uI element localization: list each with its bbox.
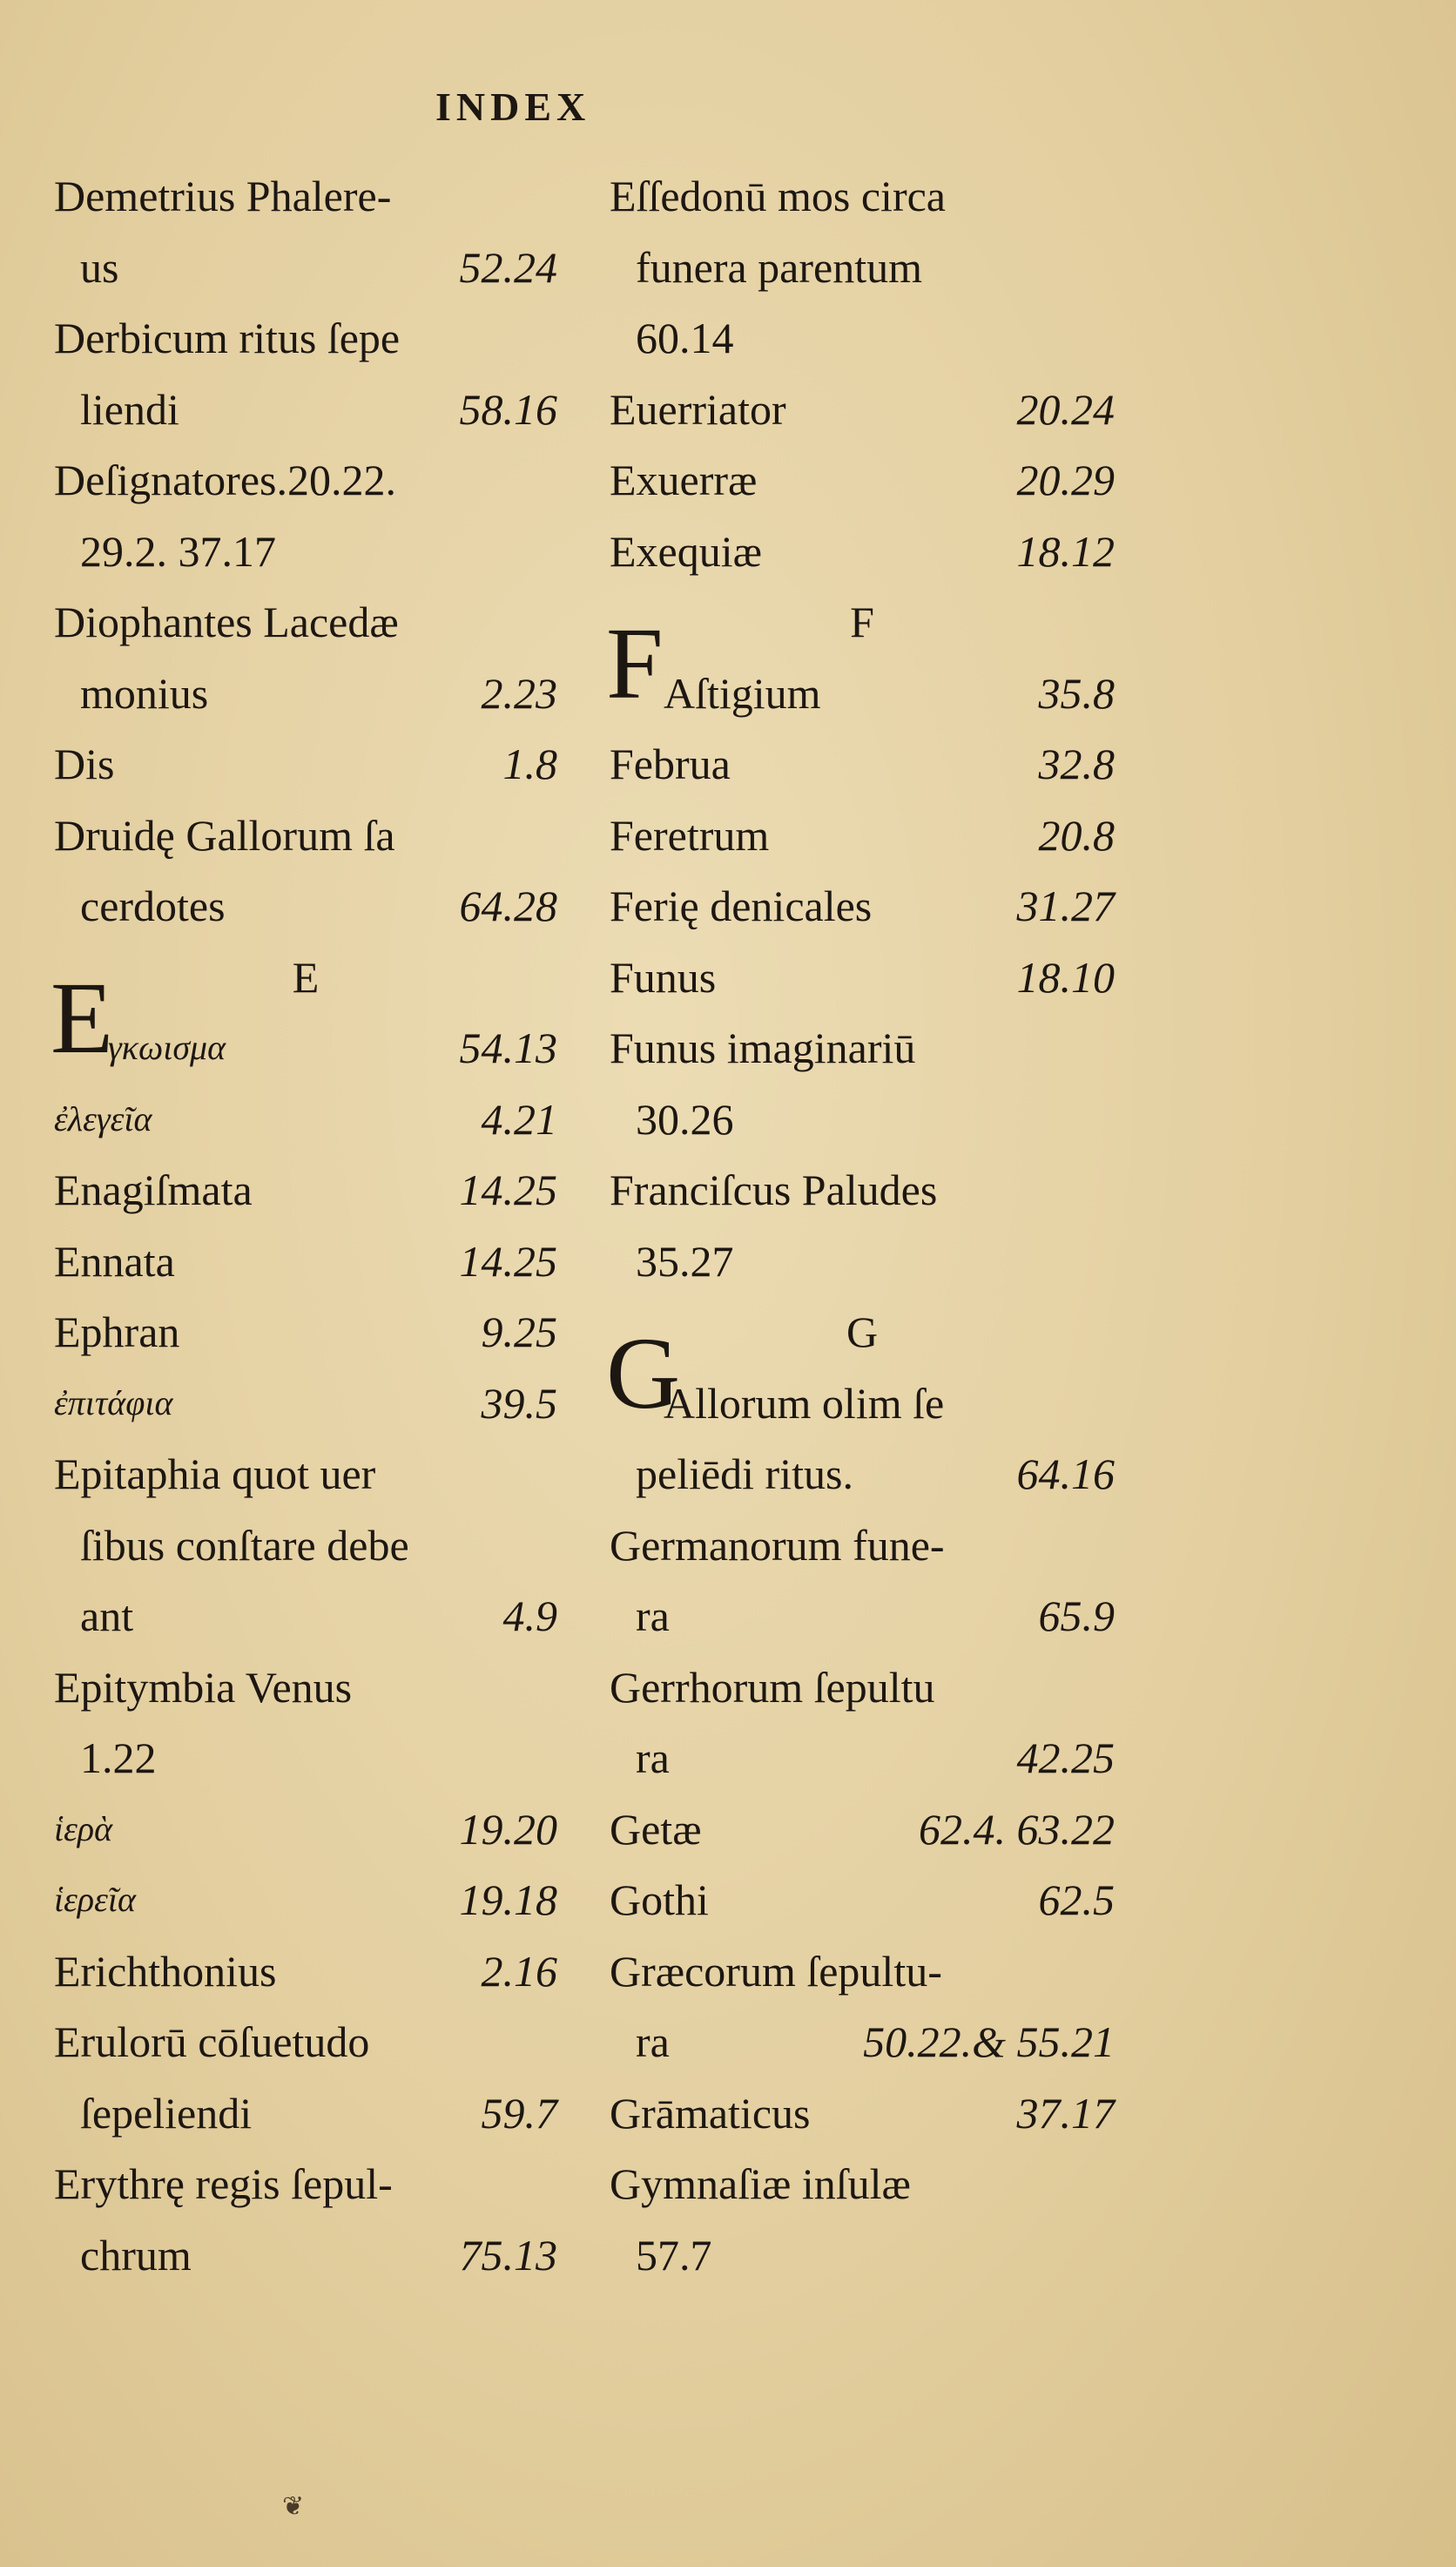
- index-entry: [54, 2083, 557, 2144]
- entry-page-ref: 50.22.& 55.21: [863, 2017, 1115, 2066]
- entry-term: Deſignatores.20.22.: [54, 456, 396, 504]
- index-entry: [610, 2011, 1115, 2072]
- index-entry: [54, 2225, 557, 2286]
- entry-term: Getæ: [610, 1804, 702, 1854]
- entry-term: monius: [80, 668, 209, 718]
- entry-page-ref: 37.17: [1016, 2088, 1115, 2138]
- index-entry: [54, 1657, 557, 1718]
- entry-term: 30.26: [636, 1094, 734, 1144]
- index-entry: [610, 1941, 1115, 2002]
- index-entry: [610, 1017, 1115, 1078]
- page-header: INDEX: [435, 84, 591, 129]
- entry-term: Druidę Gallorum ſa: [54, 810, 395, 860]
- index-entry: [610, 379, 1115, 440]
- entry-page-ref: 64.28: [459, 882, 557, 930]
- entry-page-ref: 2.23: [481, 668, 557, 718]
- entry-term: Epitymbia Venus: [54, 1662, 353, 1712]
- index-entry: [610, 1231, 1115, 1292]
- entry-term: ſibus conſtare debe: [80, 1520, 409, 1570]
- entry-term: Erichthonius: [54, 1946, 277, 1996]
- entry-term: ἐλεγεῖα: [54, 1098, 152, 1138]
- entry-term: Demetrius Phalere-: [54, 172, 392, 220]
- index-entry: [54, 591, 557, 652]
- index-entry: [54, 805, 557, 866]
- entry-term: Exequiæ: [610, 526, 762, 576]
- entry-term: ἱερὰ: [54, 1808, 113, 1848]
- entry-page-ref: 2.16: [481, 1946, 557, 1996]
- entry-term: Epitaphia quot uer: [54, 1449, 376, 1498]
- entry-term: us: [80, 242, 119, 292]
- entry-term: ra: [636, 1591, 670, 1640]
- entry-page-ref: 4.21: [481, 1094, 557, 1144]
- entry-page-ref: 75.13: [459, 2230, 557, 2280]
- entry-term: Enagiſmata: [54, 1165, 253, 1214]
- section-letter: E: [292, 952, 320, 1002]
- entry-term: Germanorum fune-: [610, 1520, 945, 1570]
- index-entry: [610, 1515, 1115, 1576]
- index-entry: [610, 449, 1115, 510]
- index-entry: [54, 1443, 557, 1504]
- entry-term: γκωισμα: [108, 1028, 226, 1067]
- index-entry: [610, 1657, 1115, 1718]
- index-entry: [54, 663, 557, 724]
- index-entry: [610, 2225, 1115, 2286]
- index-entry: [610, 521, 1115, 582]
- entry-term: ſepeliendi: [80, 2088, 253, 2138]
- entry-page-ref: 59.7: [481, 2088, 557, 2138]
- entry-term: Gerrhorum ſepultu: [610, 1662, 935, 1712]
- entry-term: 1.22: [80, 1733, 157, 1782]
- entry-term: 60.14: [636, 314, 734, 362]
- index-entry: [610, 166, 1115, 226]
- entry-term: ra: [636, 2017, 670, 2066]
- initial-letter: G: [606, 1315, 681, 1430]
- entry-term: 57.7: [636, 2230, 712, 2280]
- entry-term: Grāmaticus: [610, 2088, 811, 2138]
- index-entry: [51, 961, 557, 1078]
- entry-term: Dis: [54, 740, 115, 788]
- entry-term: Erythrę regis ſepul-: [54, 2159, 393, 2208]
- entry-term: Funus: [610, 952, 717, 1002]
- entry-term: Gothi: [610, 1875, 709, 1924]
- entry-term: Franciſcus Paludes: [610, 1165, 938, 1214]
- entry-page-ref: 42.25: [1016, 1733, 1115, 1782]
- entry-page-ref: 14.25: [459, 1236, 557, 1286]
- entry-page-ref: 1.8: [502, 740, 557, 788]
- entry-term: Gymnaſiæ inſulæ: [610, 2159, 911, 2208]
- ornament-mark: ❦: [282, 2491, 305, 2522]
- entry-term: ant: [80, 1591, 134, 1640]
- index-entry: [610, 307, 1115, 368]
- index-entry: [54, 1585, 557, 1646]
- section-letter: G: [846, 1307, 879, 1356]
- index-entry: [610, 733, 1115, 794]
- initial-letter: F: [606, 605, 664, 720]
- entry-term: Feretrum: [610, 810, 770, 860]
- entry-page-ref: 62.4. 63.22: [919, 1804, 1115, 1854]
- entry-term: Ephran: [54, 1307, 180, 1356]
- entry-term: ἐπιτάφια: [54, 1382, 173, 1422]
- entry-term: cerdotes: [80, 882, 226, 930]
- index-entry: [610, 2153, 1115, 2214]
- entry-page-ref: 19.20: [459, 1804, 557, 1854]
- index-entry: [610, 1159, 1115, 1220]
- index-entry: [610, 1727, 1115, 1788]
- index-entry: [610, 1089, 1115, 1150]
- entry-page-ref: 65.9: [1038, 1591, 1115, 1640]
- index-entry: [54, 1515, 557, 1576]
- index-entry: [54, 2153, 557, 2214]
- index-entry: [610, 237, 1115, 298]
- entry-page-ref: 52.24: [459, 242, 557, 292]
- entry-page-ref: 31.27: [1016, 882, 1115, 930]
- entry-term: peliēdi ritus.: [636, 1449, 853, 1498]
- index-entry: [606, 605, 1115, 724]
- index-entry: [610, 947, 1115, 1008]
- entry-page-ref: 20.24: [1016, 384, 1115, 434]
- entry-page-ref: 20.8: [1038, 810, 1115, 860]
- index-entry: [54, 1301, 557, 1362]
- index-entry: [54, 307, 557, 368]
- entry-page-ref: 4.9: [502, 1591, 557, 1640]
- index-entry: [54, 1231, 557, 1292]
- entry-page-ref: 39.5: [481, 1378, 557, 1428]
- index-entry: [54, 379, 557, 440]
- entry-page-ref: 32.8: [1038, 740, 1115, 788]
- index-entry: [610, 1585, 1115, 1646]
- index-entry: [54, 2011, 557, 2072]
- entry-term: funera parentum: [636, 242, 923, 292]
- entry-term: Funus imaginariū: [610, 1023, 916, 1072]
- entry-page-ref: 54.13: [459, 1023, 557, 1072]
- index-entry: [54, 1159, 557, 1220]
- entry-term: Februa: [610, 740, 731, 788]
- entry-term: Derbicum ritus ſepe: [54, 314, 401, 362]
- index-entry: [54, 1089, 557, 1150]
- index-entry: [54, 875, 557, 936]
- index-entry: [610, 1799, 1115, 1860]
- index-entry: [610, 2083, 1115, 2144]
- entry-page-ref: 18.12: [1016, 526, 1115, 576]
- entry-term: Græcorum ſepultu-: [610, 1946, 942, 1996]
- entry-page-ref: 20.29: [1016, 456, 1115, 504]
- entry-page-ref: 62.5: [1038, 1875, 1115, 1924]
- entry-page-ref: 64.16: [1016, 1449, 1115, 1498]
- entry-term: Ferię denicales: [610, 882, 873, 930]
- entry-page-ref: 9.25: [481, 1307, 557, 1356]
- entry-term: Exuerræ: [610, 456, 758, 504]
- index-entry: [54, 1799, 557, 1860]
- index-entry: [54, 1941, 557, 2002]
- entry-term: Euerriator: [610, 384, 786, 434]
- index-entry: [610, 805, 1115, 866]
- entry-page-ref: 14.25: [459, 1165, 557, 1214]
- entry-term: ἱερεῖα: [54, 1880, 136, 1919]
- index-entry: [610, 1443, 1115, 1504]
- entry-term: Eſſedonū mos circa: [610, 172, 946, 220]
- section-letter: F: [850, 598, 874, 646]
- index-entry: [54, 449, 557, 510]
- entry-term: 35.27: [636, 1236, 734, 1286]
- index-entry: [610, 875, 1115, 936]
- index-entry: [54, 521, 557, 582]
- index-entry: [54, 237, 557, 298]
- entry-term: Diophantes Lacedæ: [54, 598, 399, 646]
- index-entry: [610, 1869, 1115, 1930]
- entry-page-ref: 58.16: [459, 384, 557, 434]
- entry-term: Aſtigium: [664, 668, 821, 718]
- initial-letter: E: [51, 961, 114, 1075]
- index-entry: [54, 166, 557, 226]
- entry-term: 29.2. 37.17: [80, 526, 276, 576]
- entry-term: liendi: [80, 384, 179, 434]
- entry-term: chrum: [80, 2230, 192, 2280]
- entry-page-ref: 35.8: [1038, 668, 1115, 718]
- entry-term: Erulorū cōſuetudo: [54, 2017, 370, 2066]
- entry-term: Allorum olim ſe: [664, 1378, 945, 1428]
- index-entry: [54, 1727, 557, 1788]
- entry-term: ra: [636, 1733, 670, 1782]
- entry-page-ref: 19.18: [459, 1875, 557, 1924]
- index-entry: [54, 1373, 557, 1434]
- index-entry: [606, 1315, 1115, 1434]
- index-entry: [54, 733, 557, 794]
- entry-page-ref: 18.10: [1016, 952, 1115, 1002]
- index-entry: [54, 1869, 557, 1930]
- entry-term: Ennata: [54, 1236, 175, 1286]
